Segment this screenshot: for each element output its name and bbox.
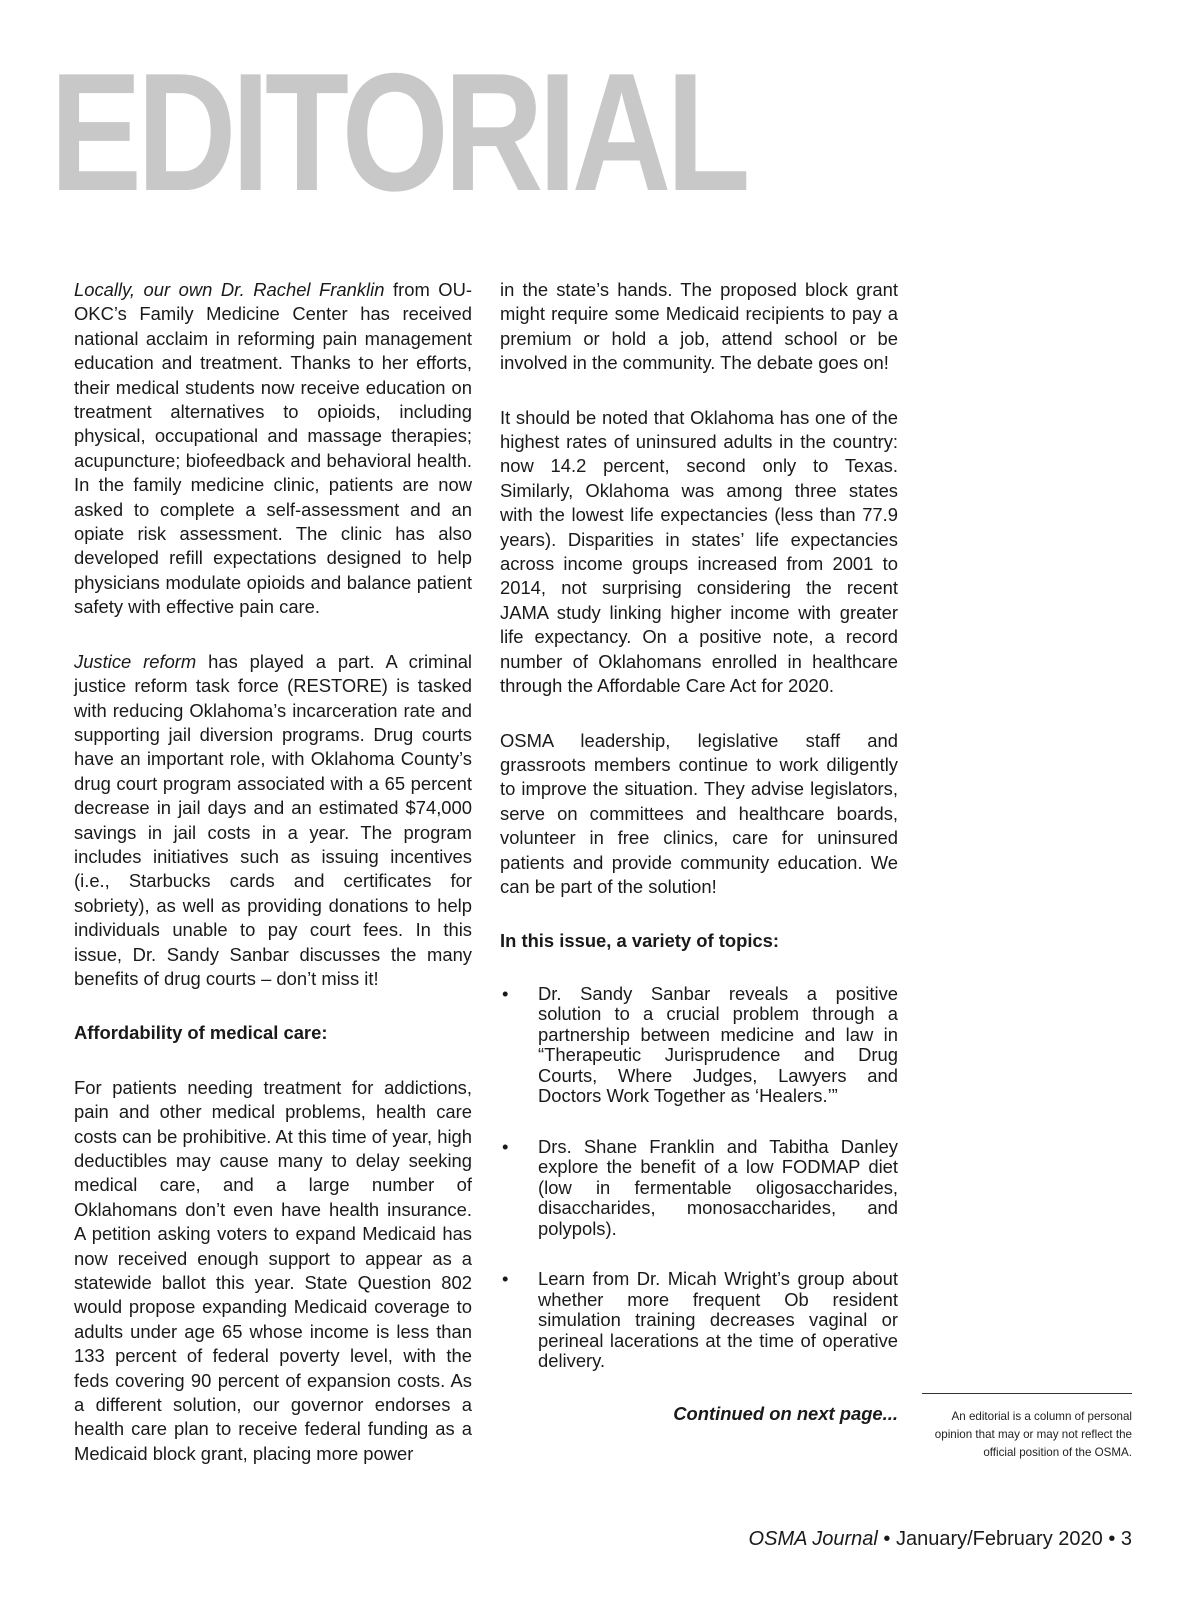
right-column [500,278,898,1426]
paragraph-text: from OU-OKC’s Family Medicine Center has received national acclaim in reforming pain management education and treatment. Thanks to her efforts, their medical students now receive education on treatment alternatives to opioids, including physical, occupational and massage therapies; acupuncture; biofeedback and behavioral health. In the family medicine clinic, patients are now asked to complete a self-assessment and an opiate risk assessment. The clinic has also developed refill expectations designed to help physicians modulate opioids and balance patient safety with effective pain care. [74,279,473,618]
editorial-disclaimer: An editorial is a column of personal opinion that may or may not reflect the official position of the OSMA. [922,1393,1132,1462]
list-item [500,1269,898,1372]
issue-and-page: • January/February 2020 • 3 [877,1528,1132,1550]
paragraph-justice-reform [74,650,472,992]
list-item-text: Drs. Shane Franklin and Tabitha Danley explore the benefit of a low FODMAP diet (low in fermentable oligosaccharides, disaccharides, monosaccharides, and polypols). [538,1135,898,1239]
continued-link[interactable]: Continued on next page... [673,1402,898,1424]
paragraph-uninsured: It should be noted that Oklahoma has one of the highest rates of uninsured adults in the country: now 14.2 percent, second only to Texas. Similarly, Oklahoma was among three states with the lowest life expectancies (less than 77.9 years). Disparities in states’ life expectancies across income groups increased from 2001 to 2014, not surprising considering the recent JAMA study linking higher income with greater life expectancy. On a positive note, a record number of Oklahomans enrolled in healthcare through the Affordable Care Act for 2020. [500,406,898,697]
list-item [500,1137,898,1240]
list-item-text: Dr. Sandy Sanbar reveals a positive solution to a crucial problem through a partnership between medicine and law in “Therapeutic Jurisprudence and Drug Courts, Where Judges, Lawyers and Doctors Work Together as ‘Healers.’” [538,982,898,1107]
left-column [74,278,472,1496]
italic-lead: Locally, our own Dr. Rachel Franklin [74,279,385,300]
italic-lead: Justice reform [74,650,197,672]
bullet-icon: • [502,1135,509,1157]
paragraph-osma-leadership: OSMA leadership, legislative staff and grassroots members continue to work diligently to improve the situation. They advise legislators, serve on committees and healthcare boards, volunteer in free clinics, care for uninsured patients and provide community education. We can be part of the solution! [500,729,898,897]
topics-list [500,984,898,1372]
paragraph-affordability: For patients needing treatment for addictions, pain and other medical problems, health care costs can be prohibitive. At this time of year, high deductibles may cause many to delay seeking medical care, and a large number of Oklahomans don’t even have health insurance. A petition asking voters to expand Medicaid has now received enough support to appear as a statewide ballot this year. State Question 802 would propose expanding Medicaid coverage to adults under age 65 whose income is less than 133 percent of federal poverty level, with the feds covering 90 percent of expansion costs. As a different solution, our governor endorses a health care plan to receive federal funding as a Medicaid block grant, placing more power [74,1076,472,1464]
bullet-icon: • [502,1268,509,1290]
page-footer [749,1528,1132,1551]
bullet-icon: • [502,982,509,1004]
paragraph-block-grant: in the state’s hands. The proposed block grant might require some Medicaid recipients to pay a premium or hold a job, attend school or be involved in the community. The debate goes on! [500,279,898,374]
journal-name: OSMA Journal [748,1528,878,1550]
paragraph-text: has played a part. A criminal justice reform task force (RESTORE) is tasked with reducing Oklahoma’s incarceration rate and supporting jail diversion programs. Drug courts have an important role, with Oklahoma County’s drug court program associated with a 65 percent decrease in jail days and an estimated $74,000 savings in jail costs in a year. The program includes initiatives such as issuing incentives (i.e., Starbucks cards and certificates for sobriety), as well as providing donations to help individuals unable to pay court fees. In this issue, Dr. Sandy Sanbar discusses the many benefits of drug courts – don’t miss it! [74,650,473,989]
subhead-affordability: Affordability of medical care: [74,1022,328,1044]
list-item [500,984,898,1107]
masthead-title: EDITORIAL [50,38,746,226]
subhead-topics: In this issue, a variety of topics: [500,930,780,952]
paragraph-pain-management [74,278,472,620]
list-item-text: Learn from Dr. Micah Wright’s group about whether more frequent Ob resident simulation training decreases vaginal or perineal lacerations at the time of operative delivery. [538,1268,898,1372]
